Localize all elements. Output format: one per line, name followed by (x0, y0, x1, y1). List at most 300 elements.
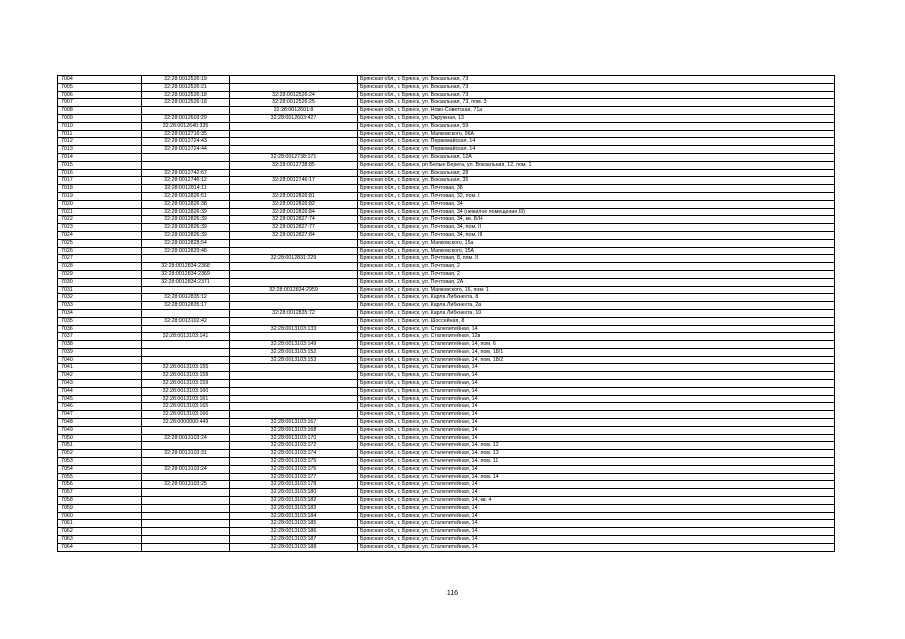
old-cadastral-number-cell: 32:28:0012814:11 (142, 185, 230, 193)
old-cadastral-number-cell: 32:28:0012826:39 (142, 208, 230, 216)
cadastral-number-cell (230, 278, 358, 286)
row-number-cell: 7015 (58, 161, 142, 169)
cadastral-number-cell (230, 130, 358, 138)
address-cell: Брянская обл., г. Брянск, ул. Сталелитейная, 14 (358, 395, 835, 403)
address-cell: Брянская обл., г. Брянск, ул. Окружная, 13 (358, 114, 835, 122)
table-row (58, 91, 835, 99)
old-cadastral-number-cell (142, 442, 230, 450)
old-cadastral-number-cell: 32:28:0013103:165 (142, 403, 230, 411)
cadastral-number-cell: 32:28:0012831:229 (230, 255, 358, 263)
cadastral-number-cell (230, 372, 358, 380)
row-number-cell: 7004 (58, 76, 142, 84)
row-number-cell: 7058 (58, 497, 142, 505)
table-row (58, 169, 835, 177)
address-cell: Брянская обл., г. Брянск, ул. Сталелитейная, 14, пом. 14 (358, 473, 835, 481)
cadastral-number-cell (230, 294, 358, 302)
address-cell: Брянская обл., г. Брянск, ул. Сталелитейная, 14 (358, 536, 835, 544)
row-number-cell: 7040 (58, 356, 142, 364)
old-cadastral-number-cell: 32:28:0013103:161 (142, 395, 230, 403)
table-row (58, 99, 835, 107)
old-cadastral-number-cell: 32:28:0013103:24 (142, 434, 230, 442)
row-number-cell: 7022 (58, 216, 142, 224)
table-row (58, 76, 835, 84)
table-row (58, 200, 835, 208)
cadastral-number-cell: 32:28:0013103:172 (230, 442, 358, 450)
address-cell: Брянская обл., г. Брянск, ул. Сталелитейная, 14 (358, 434, 835, 442)
row-number-cell: 7054 (58, 465, 142, 473)
row-number-cell: 7051 (58, 442, 142, 450)
cadastral-number-cell: 32:28:0013103:184 (230, 512, 358, 520)
old-cadastral-number-cell: 32:28:0012526:21 (142, 83, 230, 91)
old-cadastral-number-cell (142, 356, 230, 364)
old-cadastral-number-cell (142, 512, 230, 520)
row-number-cell: 7016 (58, 169, 142, 177)
table-row (58, 387, 835, 395)
table-row (58, 481, 835, 489)
cadastral-number-cell: 32:28:0013103:168 (230, 426, 358, 434)
table-row (58, 161, 835, 169)
cadastral-number-cell (230, 76, 358, 84)
row-number-cell: 7014 (58, 153, 142, 161)
cadastral-number-cell: 32:28:0013103:188 (230, 543, 358, 551)
cadastral-number-cell: 32:28:0013103:175 (230, 458, 358, 466)
cadastral-number-cell (230, 302, 358, 310)
old-cadastral-number-cell: 32:28:0012724:43 (142, 138, 230, 146)
row-number-cell: 7035 (58, 317, 142, 325)
old-cadastral-number-cell (142, 325, 230, 333)
old-cadastral-number-cell: 32:28:0012835:12 (142, 294, 230, 302)
old-cadastral-number-cell: 32:28:0012724:44 (142, 146, 230, 154)
cadastral-number-cell (230, 380, 358, 388)
row-number-cell: 7063 (58, 536, 142, 544)
cadastral-number-cell: 32:28:0012526:24 (230, 91, 358, 99)
row-number-cell: 7028 (58, 263, 142, 271)
row-number-cell: 7021 (58, 208, 142, 216)
address-cell: Брянская обл., г. Брянск, ул. Первомайская, 14 (358, 138, 835, 146)
table-row (58, 255, 835, 263)
old-cadastral-number-cell: 32:28:0012828:54 (142, 239, 230, 247)
address-cell: Брянская обл., г. Брянск, ул. Маяковского, 96А (358, 130, 835, 138)
table-row (58, 333, 835, 341)
row-number-cell: 7010 (58, 122, 142, 130)
old-cadastral-number-cell: 32:28:0012826:39 (142, 224, 230, 232)
address-cell: Брянская обл., г. Брянск, ул. Сталелитейная, 14 (358, 504, 835, 512)
cadastral-number-cell (230, 403, 358, 411)
old-cadastral-number-cell: 32:28:0012826:51 (142, 192, 230, 200)
row-number-cell: 7050 (58, 434, 142, 442)
old-cadastral-number-cell (142, 458, 230, 466)
table-row (58, 512, 835, 520)
old-cadastral-number-cell: 32:28:0013103:141 (142, 333, 230, 341)
old-cadastral-number-cell: 32:28:0012829:48 (142, 247, 230, 255)
old-cadastral-number-cell: 32:28:0012834:2371 (142, 278, 230, 286)
row-number-cell: 7059 (58, 504, 142, 512)
address-cell: Брянская обл., г. Брянск, ул. Сталелитейная, 14 (358, 325, 835, 333)
row-number-cell: 7007 (58, 99, 142, 107)
cadastral-number-cell: 32:28:0013103:178 (230, 481, 358, 489)
cadastral-number-cell: 32:28:0013103:167 (230, 419, 358, 427)
cadastral-number-cell (230, 169, 358, 177)
address-cell: Брянская обл., г. Брянск, ул. Сталелитейная, 14 (358, 419, 835, 427)
cadastral-number-cell (230, 387, 358, 395)
address-cell: Брянская обл., г. Брянск, ул. Сталелитейная, 14 (358, 403, 835, 411)
old-cadastral-number-cell: 32:28:0012526:18 (142, 99, 230, 107)
cadastral-number-cell: 32:28:0013103:170 (230, 434, 358, 442)
address-cell: Брянская обл., г. Брянск, ул. Почтовая, 8, пом. II (358, 255, 835, 263)
row-number-cell: 7033 (58, 302, 142, 310)
address-cell: Брянская обл., г. Брянск, ул. Почтовая, 34, пом. II (358, 224, 835, 232)
old-cadastral-number-cell (142, 153, 230, 161)
old-cadastral-number-cell: 32:28:0012526:19 (142, 76, 230, 84)
row-number-cell: 7029 (58, 270, 142, 278)
table-row (58, 520, 835, 528)
cadastral-number-cell: 32:28:0012526:25 (230, 99, 358, 107)
table-row (58, 286, 835, 294)
old-cadastral-number-cell: 32:28:0013103:25 (142, 481, 230, 489)
row-number-cell: 7061 (58, 520, 142, 528)
row-number-cell: 7019 (58, 192, 142, 200)
cadastral-number-cell (230, 138, 358, 146)
table-row (58, 192, 835, 200)
table-row (58, 130, 835, 138)
address-cell: Брянская обл., г. Брянск, ул. Почтовая, 2 (358, 263, 835, 271)
row-number-cell: 7053 (58, 458, 142, 466)
table-row (58, 450, 835, 458)
page-number: 116 (446, 590, 459, 597)
cadastral-number-cell: 32:28:0013103:133 (230, 325, 358, 333)
old-cadastral-number-cell: 32:28:0012834:2369 (142, 270, 230, 278)
table-row (58, 83, 835, 91)
table-row (58, 356, 835, 364)
cadastral-number-cell: 32:28:0012827:77 (230, 224, 358, 232)
row-number-cell: 7046 (58, 403, 142, 411)
cadastral-number-cell (230, 263, 358, 271)
table-row (58, 473, 835, 481)
cadastral-number-cell: 32:28:0013103:149 (230, 341, 358, 349)
old-cadastral-number-cell (142, 426, 230, 434)
old-cadastral-number-cell: 32:28:0012835:17 (142, 302, 230, 310)
table-row (58, 426, 835, 434)
row-number-cell: 7038 (58, 341, 142, 349)
address-cell: Брянская обл., г. Брянск, ул. Сталелитейная, 14, пом. 6 (358, 341, 835, 349)
table-row (58, 395, 835, 403)
old-cadastral-number-cell: 32:28:0012826:39 (142, 216, 230, 224)
address-cell: Брянская обл., г. Брянск, ул. Вокзальная, 73, пом. 3 (358, 99, 835, 107)
old-cadastral-number-cell (142, 543, 230, 551)
old-cadastral-number-cell: 32:28:0012603:29 (142, 114, 230, 122)
address-cell: Брянская обл., г. Брянск, ул. Вокзальная, 28 (358, 169, 835, 177)
cadastral-number-cell (230, 411, 358, 419)
row-number-cell: 7026 (58, 247, 142, 255)
table-row (58, 114, 835, 122)
address-cell: Брянская обл., г. Брянск, ул. Вокзальная, 73 (358, 76, 835, 84)
row-number-cell: 7042 (58, 372, 142, 380)
cadastral-number-cell: 32:28:0012738:171 (230, 153, 358, 161)
table-row (58, 185, 835, 193)
address-cell: Брянская обл., г. Брянск, ул. Вокзальная, 73 (358, 83, 835, 91)
row-number-cell: 7056 (58, 481, 142, 489)
table-row (58, 419, 835, 427)
old-cadastral-number-cell: 32:28:0012834:2368 (142, 263, 230, 271)
table-row (58, 208, 835, 216)
address-cell: Брянская обл., г. Брянск, рп Белые Берега, ул. Вокзальная, 12, пом. 1 (358, 161, 835, 169)
table-row (58, 263, 835, 271)
address-cell: Брянская обл., г. Брянск, ул. Почтовая, 32, пом. I (358, 192, 835, 200)
address-cell: Брянская обл., г. Брянск, ул. Вокзальная, 73 (358, 91, 835, 99)
old-cadastral-number-cell: 32:28:0013103:166 (142, 411, 230, 419)
old-cadastral-number-cell (142, 161, 230, 169)
old-cadastral-number-cell: 32:28:0013102:42 (142, 317, 230, 325)
row-number-cell: 7012 (58, 138, 142, 146)
row-number-cell: 7032 (58, 294, 142, 302)
row-number-cell: 7011 (58, 130, 142, 138)
old-cadastral-number-cell: 32:28:0013103:159 (142, 380, 230, 388)
table-row (58, 341, 835, 349)
cadastral-number-cell: 32:28:0013103:152 (230, 348, 358, 356)
cadastral-number-cell: 32:28:0013103:186 (230, 528, 358, 536)
address-cell: Брянская обл., г. Брянск, ул. Маяковского, 15а (358, 239, 835, 247)
table-body (58, 76, 835, 552)
old-cadastral-number-cell (142, 255, 230, 263)
old-cadastral-number-cell: 32:28:0013103:31 (142, 450, 230, 458)
old-cadastral-number-cell (142, 309, 230, 317)
row-number-cell: 7043 (58, 380, 142, 388)
old-cadastral-number-cell: 32:28:0012826:38 (142, 200, 230, 208)
address-cell: Брянская обл., г. Брянск, ул. Почтовая, 2А (358, 278, 835, 286)
row-number-cell: 7041 (58, 364, 142, 372)
row-number-cell: 7030 (58, 278, 142, 286)
table-row (58, 434, 835, 442)
row-number-cell: 7005 (58, 83, 142, 91)
cadastral-number-cell: 32:28:0013103:176 (230, 465, 358, 473)
address-cell: Брянская обл., г. Брянск, ул. Сталелитейная, 14 (358, 426, 835, 434)
old-cadastral-number-cell: 32:28:0013103:160 (142, 387, 230, 395)
cadastral-number-cell: 32:28:0012826:82 (230, 200, 358, 208)
row-number-cell: 7023 (58, 224, 142, 232)
old-cadastral-number-cell (142, 497, 230, 505)
old-cadastral-number-cell: 32:28:0013103:24 (142, 465, 230, 473)
old-cadastral-number-cell (142, 473, 230, 481)
old-cadastral-number-cell: 32:28:0012640:335 (142, 122, 230, 130)
address-cell: Брянская обл., г. Брянск, ул. Сталелитейная, 14, пом. 18/2 (358, 356, 835, 364)
table-row (58, 411, 835, 419)
cadastral-number-cell (230, 122, 358, 130)
table-row (58, 325, 835, 333)
cadastral-number-cell (230, 247, 358, 255)
address-cell: Брянская обл., г. Брянск, ул. Сталелитейная, 14 (358, 481, 835, 489)
address-cell: Брянская обл., г. Брянск, ул. Сталелитейная, 14, кв. 4 (358, 497, 835, 505)
address-cell: Брянская обл., г. Брянск, ул. Почтовая, 2 (358, 270, 835, 278)
address-cell: Брянская обл., г. Брянск, ул. Ново-Советская, 71а (358, 107, 835, 115)
row-number-cell: 7024 (58, 231, 142, 239)
table-row (58, 380, 835, 388)
old-cadastral-number-cell (142, 520, 230, 528)
address-cell: Брянская обл., г. Брянск, ул. Почтовая, 34 (358, 200, 835, 208)
cadastral-number-cell (230, 364, 358, 372)
table-row (58, 458, 835, 466)
address-cell: Брянская обл., г. Брянск, ул. Сталелитейная, 14 (358, 387, 835, 395)
row-number-cell: 7052 (58, 450, 142, 458)
address-cell: Брянская обл., г. Брянск, ул. Сталелитейная, 14 (358, 520, 835, 528)
cadastral-number-cell: 32:28:0013103:153 (230, 356, 358, 364)
address-cell: Брянская обл., г. Брянск, ул. Карла Либкнехта, 10 (358, 309, 835, 317)
cadastral-number-cell: 32:28:0013103:183 (230, 504, 358, 512)
table-row (58, 247, 835, 255)
table-row (58, 146, 835, 154)
table-row (58, 138, 835, 146)
address-cell: Брянская обл., г. Брянск, ул. Сталелитейная, 14 (358, 364, 835, 372)
old-cadastral-number-cell (142, 341, 230, 349)
row-number-cell: 7048 (58, 419, 142, 427)
cadastral-number-cell: 32:28:0013103:185 (230, 520, 358, 528)
address-cell: Брянская обл., г. Брянск, ул. Сталелитейная, 14 (358, 543, 835, 551)
table-row (58, 543, 835, 551)
table-row (58, 372, 835, 380)
old-cadastral-number-cell (142, 504, 230, 512)
cadastral-number-cell (230, 239, 358, 247)
table-row (58, 216, 835, 224)
table-row (58, 465, 835, 473)
address-cell: Брянская обл., г. Брянск, ул. Сталелитейная, 14 (358, 465, 835, 473)
cadastral-number-cell: 32:28:0012601:8 (230, 107, 358, 115)
old-cadastral-number-cell: 32:28:0012716:35 (142, 130, 230, 138)
address-cell: Брянская обл., г. Брянск, ул. Вокзальная, 59 (358, 122, 835, 130)
cadastral-number-cell: 32:28:0013103:182 (230, 497, 358, 505)
cadastral-number-cell: 32:28:0013103:187 (230, 536, 358, 544)
row-number-cell: 7027 (58, 255, 142, 263)
table-row (58, 504, 835, 512)
table-row (58, 317, 835, 325)
address-cell: Брянская обл., г. Брянск, ул. Маяковского, 15А (358, 247, 835, 255)
row-number-cell: 7049 (58, 426, 142, 434)
table-row (58, 270, 835, 278)
old-cadastral-number-cell (142, 107, 230, 115)
row-number-cell: 7036 (58, 325, 142, 333)
address-cell: Брянская обл., г. Брянск, ул. Почтовая, 34, пом. III (358, 231, 835, 239)
address-cell: Брянская обл., г. Брянск, ул. Сталелитейная, 14, пом. 18/1 (358, 348, 835, 356)
cadastral-number-cell (230, 146, 358, 154)
row-number-cell: 7017 (58, 177, 142, 185)
address-cell: Брянская обл., г. Брянск, ул. Шоссейная, 8 (358, 317, 835, 325)
cadastral-number-cell: 32:28:0012746:17 (230, 177, 358, 185)
row-number-cell: 7055 (58, 473, 142, 481)
table-row (58, 231, 835, 239)
address-cell: Брянская обл., г. Брянск, ул. Сталелитейная, 14 (358, 528, 835, 536)
table-row (58, 177, 835, 185)
row-number-cell: 7062 (58, 528, 142, 536)
cadastral-number-cell: 32:28:0012603:427 (230, 114, 358, 122)
address-cell: Брянская обл., г. Брянск, ул. Первомайская, 14 (358, 146, 835, 154)
cadastral-number-cell: 32:28:0012834:2959 (230, 286, 358, 294)
old-cadastral-number-cell: 32:28:0012746:12 (142, 177, 230, 185)
table-row (58, 348, 835, 356)
address-cell: Брянская обл., г. Брянск, ул. Сталелитейная, 14, пом. 13 (358, 450, 835, 458)
old-cadastral-number-cell: 32:28:0013103:158 (142, 372, 230, 380)
table-row (58, 309, 835, 317)
cadastral-number-cell (230, 317, 358, 325)
cadastral-number-cell: 32:28:0013103:177 (230, 473, 358, 481)
address-cell: Брянская обл., г. Брянск, ул. Сталелитейная, 14, пом. 12 (358, 442, 835, 450)
old-cadastral-number-cell (142, 528, 230, 536)
row-number-cell: 7009 (58, 114, 142, 122)
address-cell: Брянская обл., г. Брянск, ул. Маяковского, 16, пом. 1 (358, 286, 835, 294)
cadastral-number-cell: 32:28:0013103:180 (230, 489, 358, 497)
address-cell: Брянская обл., г. Брянск, ул. Вокзальная, 12А (358, 153, 835, 161)
address-cell: Брянская обл., г. Брянск, ул. Сталелитейная, 14 (358, 489, 835, 497)
cadastral-number-cell: 32:28:0012826:84 (230, 208, 358, 216)
address-cell: Брянская обл., г. Брянск, ул. Сталелитейная, 14 (358, 411, 835, 419)
table-row (58, 403, 835, 411)
table-row (58, 536, 835, 544)
row-number-cell: 7018 (58, 185, 142, 193)
row-number-cell: 7047 (58, 411, 142, 419)
row-number-cell: 7044 (58, 387, 142, 395)
table-row (58, 278, 835, 286)
address-cell: Брянская обл., г. Брянск, ул. Почтовая, 34, кв. Б/Н (358, 216, 835, 224)
address-cell: Брянская обл., г. Брянск, ул. Почтовая, 34 (нежилое помещение III) (358, 208, 835, 216)
old-cadastral-number-cell (142, 536, 230, 544)
cadastral-number-cell: 32:28:0013103:174 (230, 450, 358, 458)
old-cadastral-number-cell: 32:28:0000000:449 (142, 419, 230, 427)
table-row (58, 442, 835, 450)
address-cell: Брянская обл., г. Брянск, ул. Карла Либкнехта, 8 (358, 294, 835, 302)
cadastral-number-cell (230, 333, 358, 341)
old-cadastral-number-cell: 32:28:0012826:39 (142, 231, 230, 239)
cadastral-number-cell: 32:28:0012827:74 (230, 216, 358, 224)
row-number-cell: 7020 (58, 200, 142, 208)
table-row (58, 107, 835, 115)
cadastral-number-cell: 32:28:0012826:81 (230, 192, 358, 200)
row-number-cell: 7034 (58, 309, 142, 317)
row-number-cell: 7008 (58, 107, 142, 115)
cadastral-number-cell: 32:28:0012835:72 (230, 309, 358, 317)
table-row (58, 364, 835, 372)
address-cell: Брянская обл., г. Брянск, ул. Вокзальная, 35 (358, 177, 835, 185)
address-cell: Брянская обл., г. Брянск, ул. Сталелитейная, 14 (358, 372, 835, 380)
cadastral-register-table (57, 75, 835, 552)
row-number-cell: 7057 (58, 489, 142, 497)
address-cell: Брянская обл., г. Брянск, ул. Сталелитейная, 14, пом. 11 (358, 458, 835, 466)
old-cadastral-number-cell: 32:28:0012742:67 (142, 169, 230, 177)
table-row (58, 153, 835, 161)
row-number-cell: 7031 (58, 286, 142, 294)
table-row (58, 497, 835, 505)
old-cadastral-number-cell (142, 348, 230, 356)
table-row (58, 294, 835, 302)
address-cell: Брянская обл., г. Брянск, ул. Сталелитейная, 12в (358, 333, 835, 341)
row-number-cell: 7045 (58, 395, 142, 403)
row-number-cell: 7039 (58, 348, 142, 356)
cadastral-number-cell: 32:28:0012738:85 (230, 161, 358, 169)
row-number-cell: 7060 (58, 512, 142, 520)
table-row (58, 224, 835, 232)
cadastral-number-cell (230, 270, 358, 278)
old-cadastral-number-cell (142, 286, 230, 294)
table-row (58, 302, 835, 310)
row-number-cell: 7025 (58, 239, 142, 247)
old-cadastral-number-cell: 32:28:0012526:18 (142, 91, 230, 99)
row-number-cell: 7064 (58, 543, 142, 551)
row-number-cell: 7037 (58, 333, 142, 341)
table-row (58, 122, 835, 130)
cadastral-number-cell: 32:28:0012827:84 (230, 231, 358, 239)
cadastral-number-cell (230, 185, 358, 193)
address-cell: Брянская обл., г. Брянск, ул. Карла Либкнехта, 2а (358, 302, 835, 310)
old-cadastral-number-cell (142, 489, 230, 497)
row-number-cell: 7006 (58, 91, 142, 99)
address-cell: Брянская обл., г. Брянск, ул. Сталелитейная, 14 (358, 380, 835, 388)
address-cell: Брянская обл., г. Брянск, ул. Почтовая, 38 (358, 185, 835, 193)
